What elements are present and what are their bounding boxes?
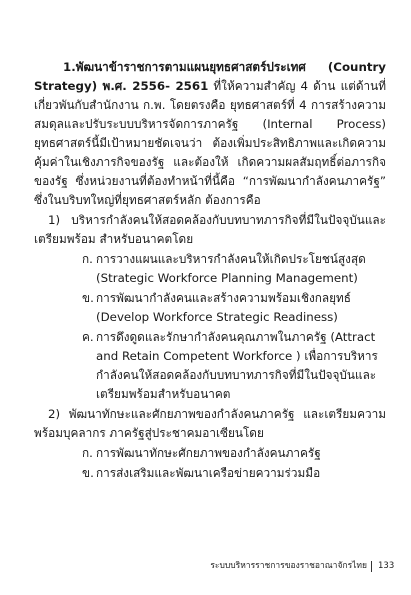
sub-item-2b	[34, 464, 386, 483]
sub-item-marker: ค.	[82, 330, 94, 344]
list-item-2: 2) พัฒนาทักษะและศักยภาพของกำลังคนภาครัฐ และเตรียมความพร้อมบุคลากร ภาครัฐสู่ประชาคมอาเซียนโดย	[34, 407, 386, 440]
intro-text: ที่ให้ความสำคัญ 4 ด้าน แต่ด้านที่เกี่ยวพันกับสำนักงาน ก.พ. โดยตรงคือ ยุทธศาสตร์ที่ 4 การสร้างความสมดุลและปรับระบบบริหารจัดการภาครัฐ (Internal Process) ยุทธศาสตร์นี้มีเป้าหมายชัดเจนว่า ต้องเพิ่มประสิทธิภาพและเกิดความคุ้มค่าในเชิงภารกิจของรัฐ และต้องให้ เกิดความผลสัมฤทธิ์ต่อภารกิจของรัฐ ซึ่งหน่วยงานที่ต้องทำหน้าที่นี้คือ “การพัฒนากำลังคนภาครัฐ” ซึ่งในบริบทใหญ่ที่ยุทธศาสตร์หลัก ต้องการคือ	[34, 79, 386, 207]
section-heading: 1.พัฒนาข้าราชการตามแผนยุทธศาสตร์ประเทศ (Country Strategy) พ.ศ. 2556- 2561	[34, 60, 386, 93]
sub-item-text: การพัฒนาทักษะศักยภาพของกำลังคนภาครัฐ	[96, 446, 321, 460]
sub-item-1c	[34, 328, 386, 404]
page-number: 133	[378, 561, 395, 571]
sub-item-text: การดึงดูดและรักษากำลังคนคุณภาพในภาครัฐ (Attract and Retain Competent Workforce ) เพื่อการบริหารกำลังคนให้สอดคล้องกับบทบาทภารกิจที่มีในปัจจุบันและเตรียมพร้อมสำหรับอนาคต	[96, 330, 378, 401]
sub-item-1b	[34, 289, 386, 327]
sub-item-text: การส่งเสริมและพัฒนาเครือข่ายความร่วมมือ	[96, 466, 321, 480]
sub-item-text: การพัฒนากำลังคนและสร้างความพร้อมเชิงกลยุทธ์ (Develop Workforce Strategic Readiness)	[96, 291, 351, 324]
sub-item-marker: ก.	[82, 252, 93, 266]
sub-item-marker: ก.	[82, 446, 93, 460]
sub-item-1a	[34, 250, 386, 288]
sub-item-marker: ข.	[82, 466, 94, 480]
sub-item-marker: ข.	[82, 291, 94, 305]
list-item-1: 1) บริหารกำลังคนให้สอดคล้องกับบทบาทภารกิจที่มีในปัจจุบันและเตรียมพร้อม สำหรับอนาคตโดย	[34, 213, 386, 246]
running-footer-title: ระบบบริหารราชการของราชอาณาจักรไทย	[210, 561, 367, 571]
footer-divider	[371, 561, 372, 572]
page-footer	[0, 556, 411, 576]
intro-paragraph	[34, 58, 386, 210]
sub-item-text: การวางแผนและบริหารกำลังคนให้เกิดประโยชน์สูงสุด (Strategic Workforce Planning Management)	[96, 252, 366, 285]
sub-item-2a	[34, 444, 386, 463]
page-body	[34, 58, 386, 483]
